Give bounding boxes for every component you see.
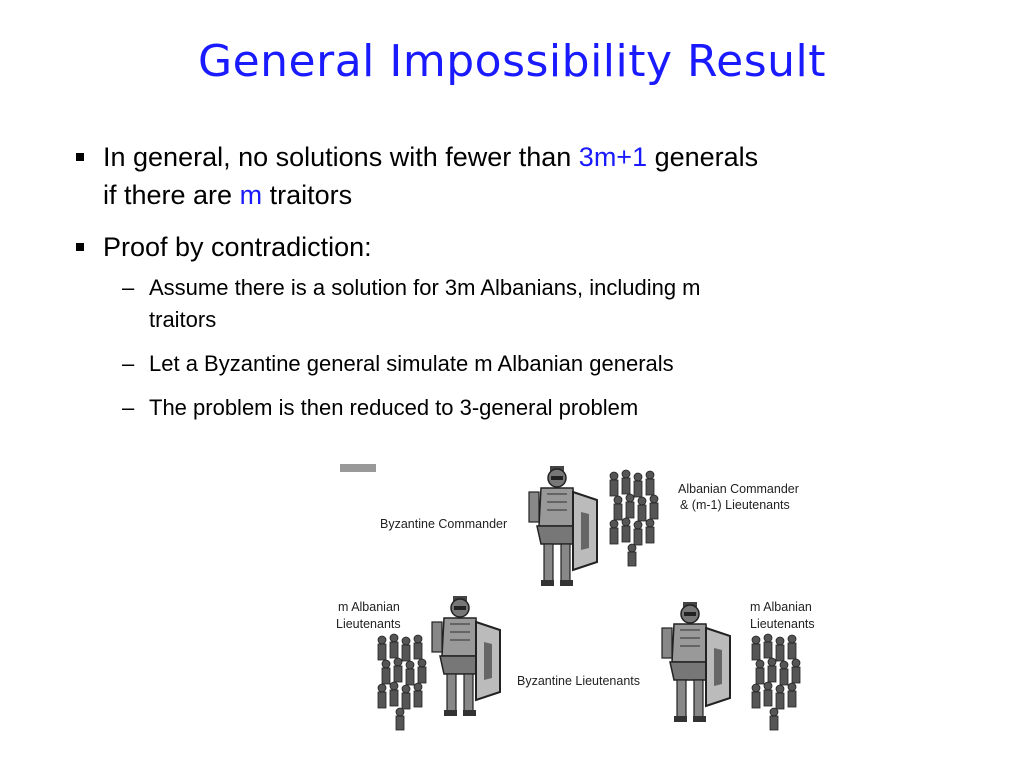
byzantine-lieutenant-right-figure [662, 602, 730, 722]
albanian-lieutenants-left-crowd [378, 634, 426, 730]
subbullet-text: traitors [149, 307, 217, 332]
label-right-group-2: Lieutenants [750, 617, 815, 631]
byzantine-commander-figure [529, 466, 597, 586]
bullet-list [72, 138, 972, 436]
bullet-text: if there are [103, 180, 240, 210]
subbullet-simulate [72, 348, 972, 380]
square-bullet-icon [76, 243, 84, 251]
slide-title: General Impossibility Result [198, 36, 826, 87]
label-byzantine-commander: Byzantine Commander [380, 517, 508, 531]
bullet-text: Proof by contradiction: [103, 232, 372, 262]
subbullet-reduced [72, 392, 972, 424]
bullet-fewer-than [72, 138, 972, 214]
accent-m: m [239, 180, 263, 210]
bullet-text: generals [647, 142, 759, 172]
subbullet-assume [72, 272, 972, 336]
subbullet-text: Assume there is a solution for 3m Albanians, including m [149, 275, 701, 300]
albanian-commander-crowd [610, 470, 658, 566]
dash-bullet: – [122, 275, 135, 300]
bullet-text: traitors [262, 180, 353, 210]
label-left-group-1: m Albanian [338, 600, 400, 614]
dash-bullet: – [122, 351, 135, 376]
accent-3m-plus-1: 3m+1 [578, 142, 648, 172]
label-byzantine-lieutenants: Byzantine Lieutenants [517, 674, 641, 688]
label-right-group-1: m Albanian [750, 600, 812, 614]
subbullet-text: The problem is then reduced to 3-general problem [149, 395, 639, 420]
subbullet-text: Let a Byzantine general simulate m Albanian generals [149, 351, 674, 376]
byzantine-lieutenant-left-figure [432, 596, 500, 716]
label-albanian-commander-2: & (m-1) Lieutenants [680, 498, 790, 512]
square-bullet-icon [76, 153, 84, 161]
artifact-mark [340, 464, 376, 472]
dash-bullet: – [122, 395, 135, 420]
bullet-proof [72, 228, 972, 266]
albanian-lieutenants-right-crowd [752, 634, 800, 730]
bullet-text: In general, no solutions with fewer than [103, 142, 579, 172]
generals-illustration [330, 456, 850, 756]
label-albanian-commander-1: Albanian Commander [678, 482, 799, 496]
label-left-group-2: Lieutenants [336, 617, 401, 631]
